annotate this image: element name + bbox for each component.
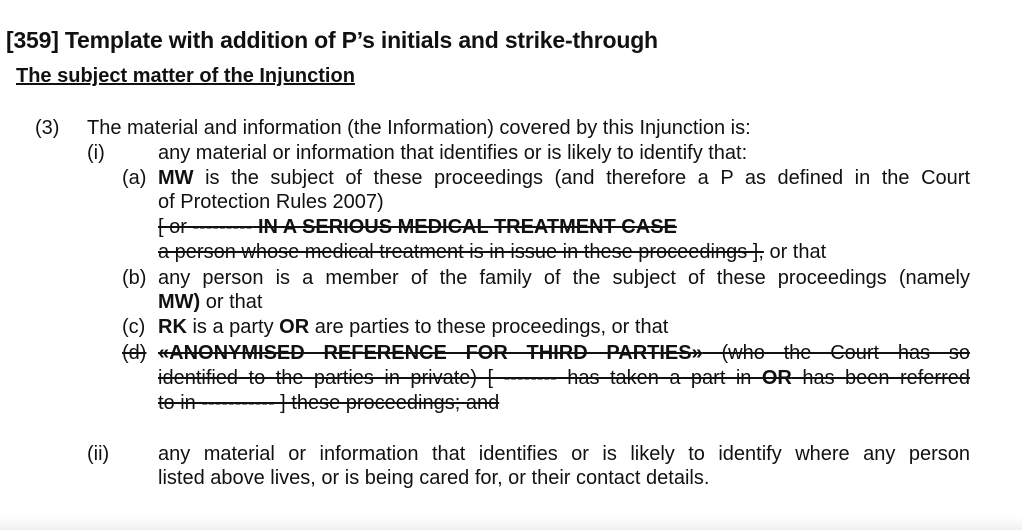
sub-a-line4-tail: or that bbox=[763, 241, 827, 263]
sub-d-line2-part1: identified to the parties in private) [ -------- has taken a part in bbox=[158, 367, 762, 389]
sub-b-line2 bbox=[158, 290, 262, 314]
sub-c-text bbox=[158, 315, 668, 339]
sub-b-line1: any person is a member of the family of the subject of these proceedings (namely bbox=[158, 267, 970, 289]
struck-bracket-prefix: [ or --------- bbox=[158, 216, 253, 238]
clause-intro: The material and information (the Information) covered by this Injunction is: bbox=[87, 117, 751, 139]
party-initials: RK bbox=[158, 316, 187, 338]
item-ii-line1: any material or information that identifies or is likely to identify where any person bbox=[158, 443, 970, 465]
item-ii-label: (ii) bbox=[87, 443, 110, 465]
sub-c-text-part2: are parties to these proceedings, or that bbox=[309, 316, 669, 338]
struck-serious-medical-caps: IN A SERIOUS MEDICAL TREATMENT CASE bbox=[252, 216, 677, 238]
or-keyword: OR bbox=[279, 316, 310, 338]
patient-initials: MW bbox=[158, 167, 194, 189]
sub-d-line1-text: (who the Court has so bbox=[702, 342, 971, 364]
sub-d-or-keyword: OR bbox=[761, 367, 792, 389]
item-i-label: (i) bbox=[87, 142, 105, 164]
sub-a-line4 bbox=[158, 240, 826, 264]
sub-a-line1-text: is the subject of these proceedings (and therefore a P as defined in the Court bbox=[193, 167, 970, 189]
sub-d-line3: to in ----------- ] these proceedings; and bbox=[158, 392, 500, 414]
struck-medical-treatment-text: a person whose medical treatment is in issue in these proceedings ], bbox=[158, 241, 764, 263]
section-subheading: The subject matter of the Injunction bbox=[16, 65, 355, 87]
sub-a-struck-line3 bbox=[158, 215, 677, 239]
sub-b-line2-text: or that bbox=[200, 291, 263, 313]
sub-d-line2 bbox=[158, 366, 970, 390]
sub-d-line1 bbox=[158, 341, 970, 365]
clause-number: (3) bbox=[35, 117, 60, 139]
sub-c-label: (c) bbox=[122, 316, 146, 338]
sub-a-line2: of Protection Rules 2007) bbox=[158, 191, 384, 213]
family-initials: MW) bbox=[158, 291, 201, 313]
sub-a-label: (a) bbox=[122, 167, 147, 189]
anonymised-reference: «ANONYMISED REFERENCE FOR THIRD PARTIES» bbox=[158, 342, 703, 364]
page-bottom-shade bbox=[0, 516, 1022, 530]
sub-d-line2-part2: has been referred bbox=[791, 367, 970, 389]
item-ii-line2: listed above lives, or is being cared for, or their contact details. bbox=[158, 467, 710, 489]
sub-c-text-part1: is a party bbox=[186, 316, 280, 338]
sub-a-line1 bbox=[158, 166, 970, 190]
sub-d-label: (d) bbox=[122, 342, 147, 364]
sub-b-label: (b) bbox=[122, 267, 147, 289]
item-i-text: any material or information that identifies or is likely to identify that: bbox=[158, 142, 748, 164]
document-heading: [359] Template with addition of P’s initials and strike-through bbox=[6, 27, 658, 53]
